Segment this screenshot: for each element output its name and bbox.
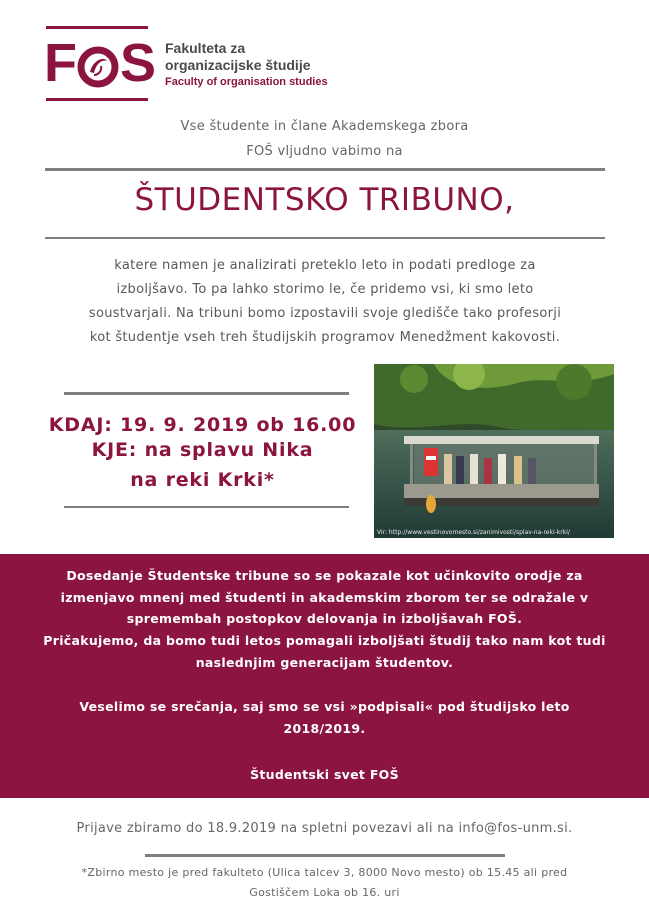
band-line: Pričakujemo, da bomo tudi letos pomagali izboljšati študij tako nam kot tudi — [43, 633, 606, 648]
event-top-rule — [64, 392, 349, 395]
faculty-name-line2: organizacijske študije — [165, 57, 311, 73]
photo-credit: Vir: http://www.vestinovomesto.si/zanimivosti/splav-na-reki-krki/ — [377, 529, 570, 536]
band-line: izmenjavo mnenj med študenti in akademskim zborom ter se odražale v — [60, 590, 589, 605]
band-line: Veselimo se srečanja, saj smo se vsi »podpisali« pod študijsko leto — [79, 699, 570, 714]
logo-o-emblem — [77, 42, 119, 84]
page-title: ŠTUDENTSKO TRIBUNO, — [134, 182, 515, 218]
footnote-line2: Gostiščem Loka ob 16. uri — [249, 886, 400, 899]
band-line: naslednjim generacijam študentov. — [195, 655, 454, 670]
intro-paragraph — [40, 254, 610, 350]
raft-photo — [374, 364, 614, 538]
event-bottom-rule — [64, 506, 349, 508]
faculty-name-line1: Fakulteta za — [165, 40, 246, 56]
band-line: spremembah postopkov delovanja in izboljšavah FOŠ. — [126, 611, 523, 626]
event-where-line2: na reki Krki* — [130, 469, 275, 491]
footnote-line1: *Zbirno mesto je pred fakulteto (Ulica talcev 3, 8000 Novo mesto) ob 15.45 ali pred — [81, 866, 568, 879]
intro-line: katere namen je analizirati preteklo leto in podati predloge za — [114, 258, 536, 273]
logo-letter-s: S — [120, 33, 155, 93]
registration-text: Prijave zbiramo do 18.9.2019 na spletni povezavi ali na info@fos-unm.si. — [76, 821, 573, 836]
intro-line: izboljšavo. To pa lahko storimo le, če pridemo vsi, ki smo leto — [116, 282, 534, 297]
event-when: KDAJ: 19. 9. 2019 ob 16.00 — [48, 414, 357, 436]
invitation-line1: Vse študente in člane Akademskega zbora — [180, 119, 469, 134]
band-line: Dosedanje Študentske tribune so se pokazale kot učinkovito orodje za — [66, 568, 583, 583]
logo-letter-f: F — [44, 33, 75, 93]
event-where-line1: KJE: na splavu Nika — [91, 439, 314, 461]
intro-line: kot študentje vseh treh študijskih programov Menedžment kakovosti. — [89, 330, 561, 345]
fos-logo — [44, 33, 155, 93]
band-signature: Študentski svet FOŠ — [250, 767, 399, 782]
title-top-rule — [45, 168, 605, 171]
logo-top-bar — [46, 26, 148, 29]
logo-bottom-bar — [46, 98, 148, 101]
title-bottom-rule — [45, 237, 605, 239]
band-line: 2018/2019. — [283, 721, 366, 736]
faculty-name-english: Faculty of organisation studies — [165, 76, 328, 88]
invitation-line2: FOŠ vljudno vabimo na — [246, 144, 403, 159]
info-band — [0, 554, 649, 798]
intro-line: soustvarjali. Na tribuni bomo izpostavili svoje gledišče tako profesorji — [88, 306, 562, 321]
footer-rule — [145, 854, 505, 857]
